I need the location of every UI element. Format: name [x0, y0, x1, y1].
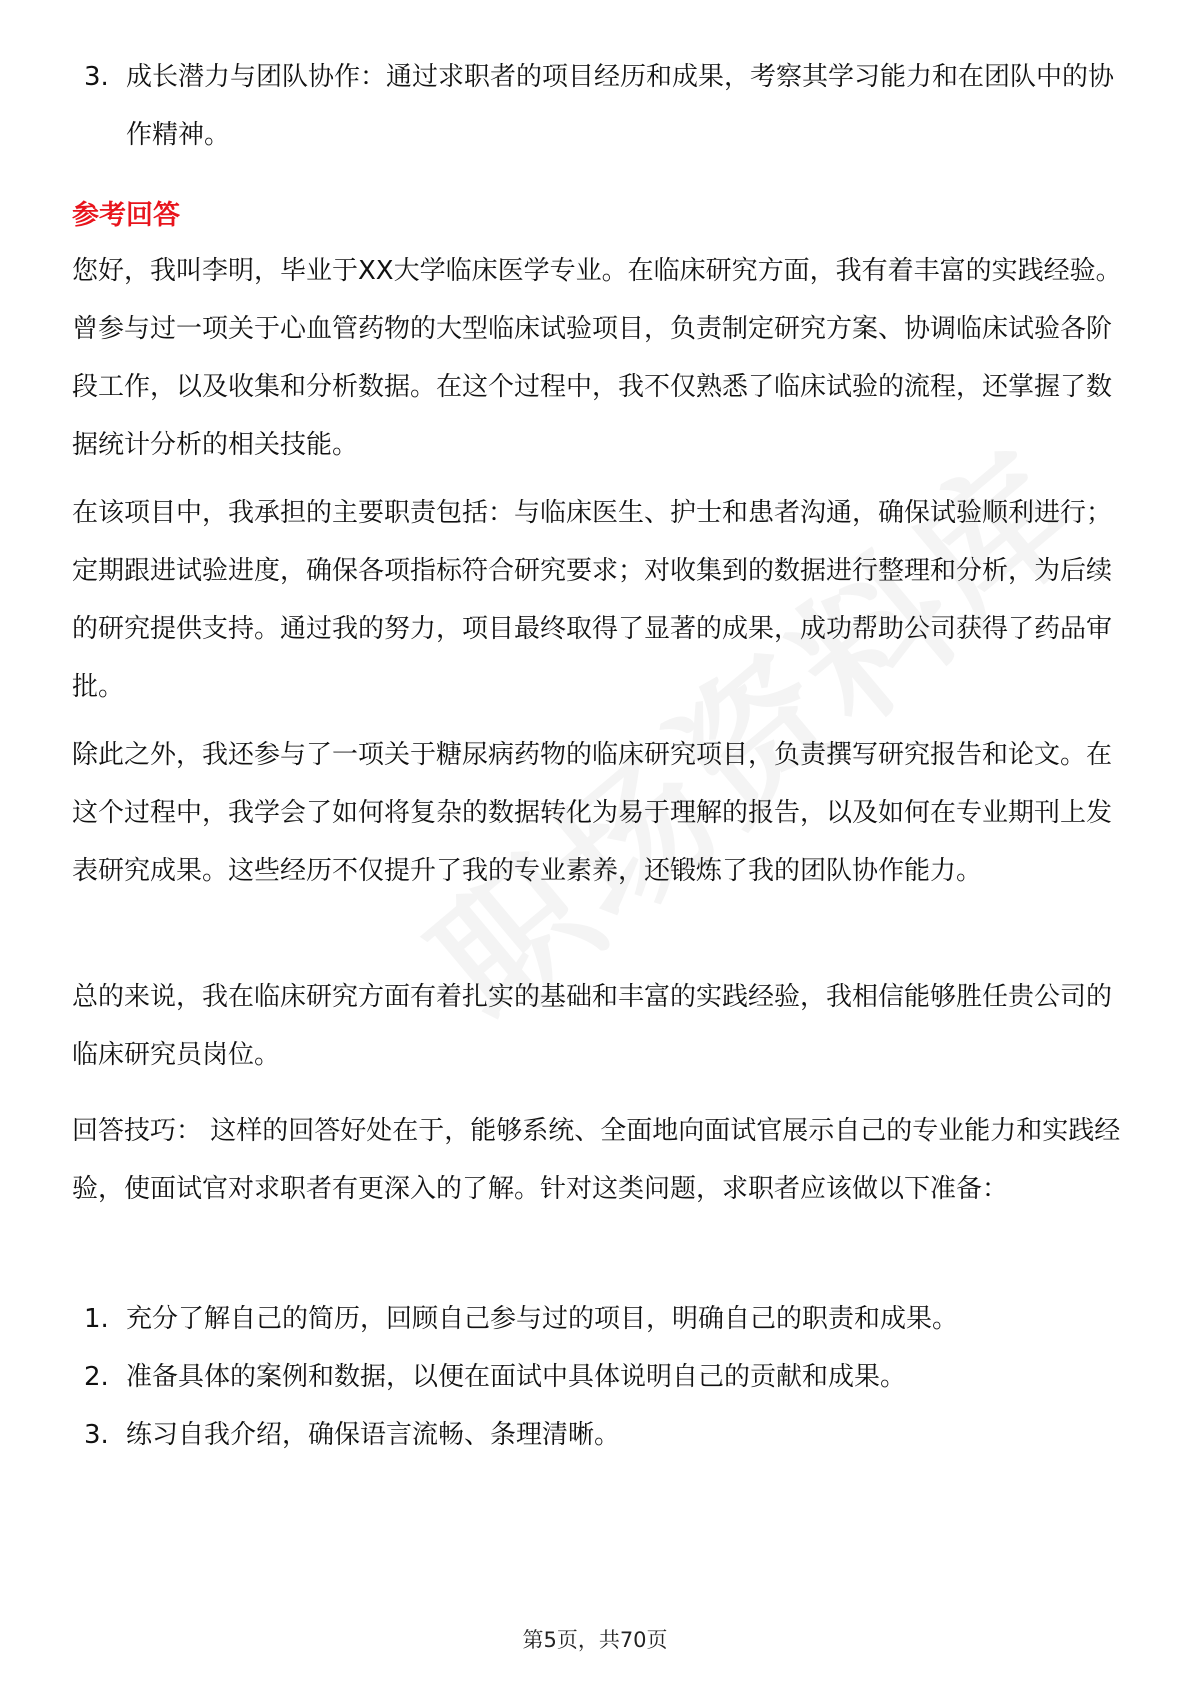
- list-item-text: 练习自我介绍，确保语言流畅、条理清晰。: [126, 1420, 621, 1450]
- list-item: [72, 1290, 1132, 1348]
- list-item: [72, 48, 1132, 164]
- section-heading: 参考回答: [72, 200, 180, 231]
- list-number: 1.: [84, 1304, 109, 1334]
- answer-paragraph-2: 在该项目中，我承担的主要职责包括：与临床医生、护士和患者沟通，确保试验顺利进行；定期跟进试验进度，确保各项指标符合研究要求；对收集到的数据进行整理和分析，为后续的研究提供支持。通过我的努力，项目最终取得了显著的成果，成功帮助公司获得了药品审批。: [72, 498, 1113, 702]
- answer-paragraph-4: 总的来说，我在临床研究方面有着扎实的基础和丰富的实践经验，我相信能够胜任贵公司的临床研究员岗位。: [72, 982, 1113, 1070]
- list-number: 3.: [84, 1420, 109, 1450]
- list-item: [72, 1348, 1132, 1406]
- list-item-text: 准备具体的案例和数据，以便在面试中具体说明自己的贡献和成果。: [126, 1362, 907, 1392]
- list-number: 2.: [84, 1362, 109, 1392]
- answer-paragraph-1: 您好，我叫李明，毕业于XX大学临床医学专业。在临床研究方面，我有着丰富的实践经验。曾参与过一项关于心血管药物的大型临床试验项目，负责制定研究方案、协调临床试验各阶段工作，以及收集和分析数据。在这个过程中，我不仅熟悉了临床试验的流程，还掌握了数据统计分析的相关技能。: [72, 256, 1122, 460]
- list-item-text: 成长潜力与团队协作：通过求职者的项目经历和成果，考察其学习能力和在团队中的协作精神。: [126, 62, 1115, 150]
- page-footer: 第5页，共70页: [522, 1628, 668, 1652]
- list-item-text: 充分了解自己的简历，回顾自己参与过的项目，明确自己的职责和成果。: [126, 1304, 959, 1334]
- preparation-list: [72, 1290, 1132, 1464]
- criteria-list: [72, 48, 1132, 164]
- list-number: 3.: [84, 62, 109, 92]
- answer-paragraph-3: 除此之外，我还参与了一项关于糖尿病药物的临床研究项目，负责撰写研究报告和论文。在这个过程中，我学会了如何将复杂的数据转化为易于理解的报告，以及如何在专业期刊上发表研究成果。这些经历不仅提升了我的专业素养，还锻炼了我的团队协作能力。: [72, 740, 1113, 886]
- list-item: [72, 1406, 1132, 1464]
- tips-paragraph: 回答技巧： 这样的回答好处在于，能够系统、全面地向面试官展示自己的专业能力和实践经验，使面试官对求职者有更深入的了解。针对这类问题，求职者应该做以下准备：: [72, 1116, 1121, 1204]
